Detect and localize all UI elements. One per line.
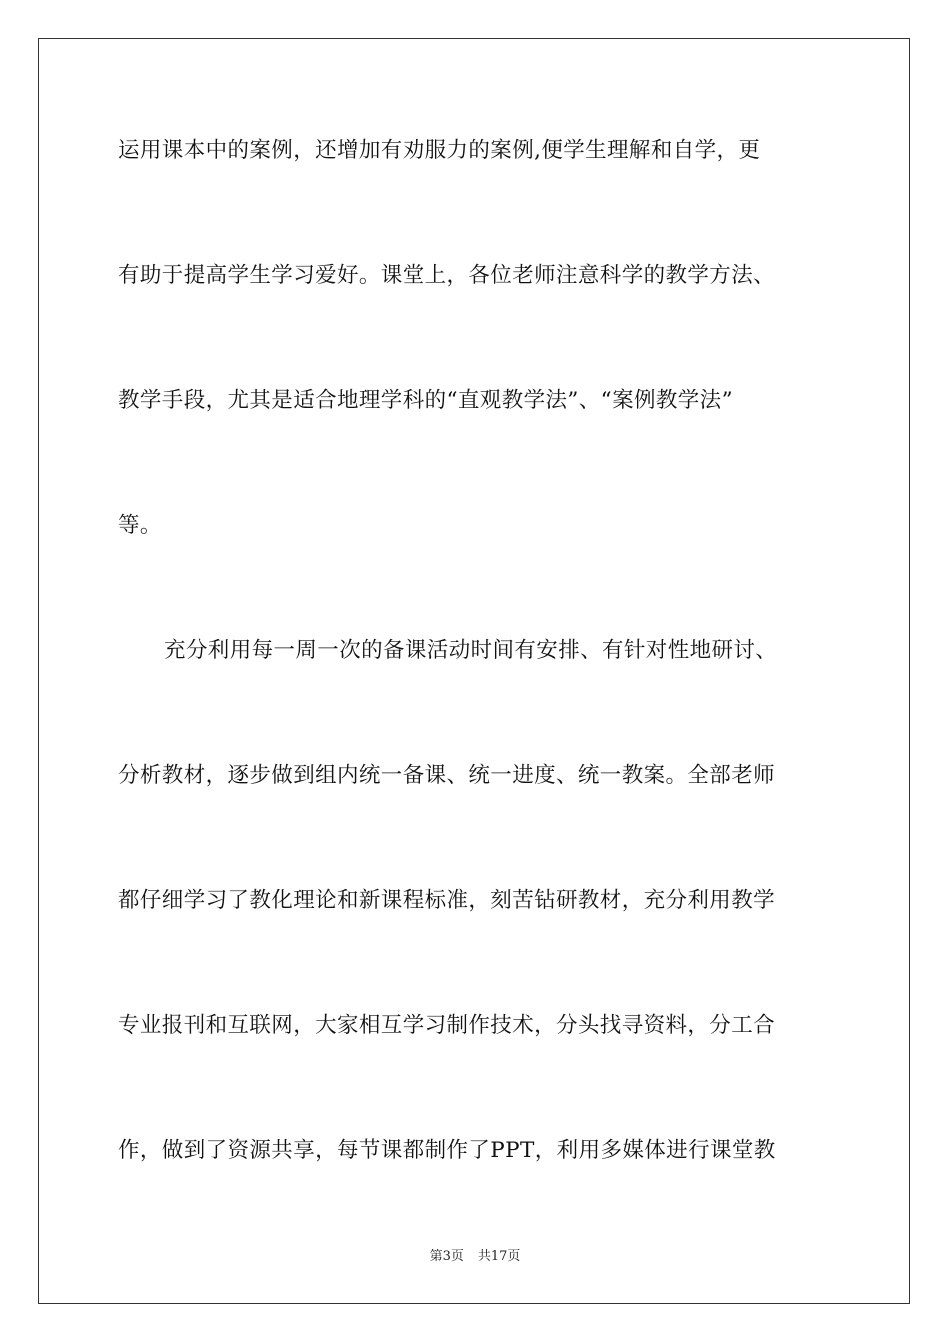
text-line-8: 专业报刊和互联网，大家相互学习制作技术，分头找寻资料，分工合 — [118, 1013, 776, 1038]
text-line-5-paragraph-start: 充分利用每一周一次的备课活动时间有安排、有针对性地研讨、 — [164, 638, 778, 663]
text-line-1: 运用课本中的案例，还增加有劝服力的案例,便学生理解和自学，更 — [118, 138, 761, 163]
text-line-3: 教学手段，尤其是适合地理学科的“直观教学法”、“案例教学法” — [118, 388, 733, 413]
page-number: 第3页 — [429, 1249, 464, 1264]
page-border — [38, 38, 910, 1304]
page-total: 共17页 — [477, 1249, 521, 1264]
text-line-9: 作，做到了资源共享，每节课都制作了PPT，利用多媒体进行课堂教 — [118, 1138, 776, 1163]
text-line-6: 分析教材，逐步做到组内统一备课、统一进度、统一教案。全部老师 — [118, 763, 776, 788]
text-line-2: 有助于提高学生学习爱好。课堂上，各位老师注意科学的教学方法、 — [118, 263, 776, 288]
page-footer — [0, 1248, 950, 1266]
text-line-4: 等。 — [118, 513, 162, 538]
text-line-7: 都仔细学习了教化理论和新课程标准，刻苦钻研教材，充分利用教学 — [118, 888, 776, 913]
